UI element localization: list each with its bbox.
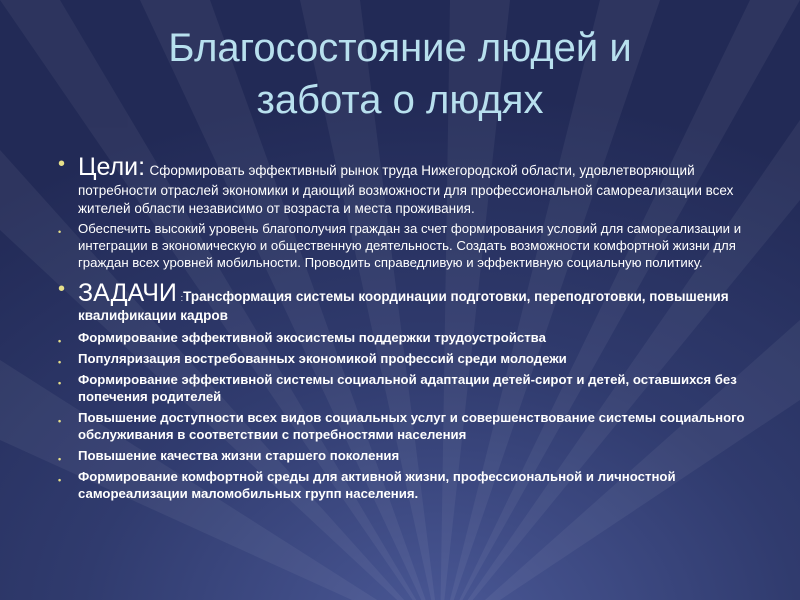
slide-content — [56, 152, 746, 502]
task-item — [56, 468, 746, 502]
slide-title — [40, 22, 760, 126]
task-item — [56, 409, 746, 443]
goals-heading: Цели: — [78, 153, 146, 181]
task-item-text: Формирование эффективной экосистемы поддержки трудоустройства — [78, 330, 546, 345]
task-item — [56, 447, 746, 464]
tasks-separator: : — [180, 293, 184, 303]
title-line-2: забота о людях — [256, 78, 544, 122]
bullet-icon: • — [58, 454, 62, 464]
tasks-block — [56, 279, 746, 325]
goals-paragraph — [56, 220, 746, 271]
task-item-text: Формирование эффективной системы социальной адаптации детей-сирот и детей, оставшихся без попечения родителей — [78, 372, 737, 404]
bullet-icon: • — [58, 475, 62, 485]
title-line-1: Благосостояние людей и — [168, 26, 632, 70]
bullet-icon: • — [58, 357, 62, 367]
bullet-icon: • — [58, 153, 66, 175]
task-item — [56, 350, 746, 367]
goals-block — [56, 152, 746, 218]
bullet-icon: • — [58, 336, 62, 346]
task-item-text: Повышение доступности всех видов социальных услуг и совершенствование системы социального обслуживания в соответствии с потребностями населения — [78, 410, 745, 442]
bullet-icon: • — [58, 416, 62, 426]
task-item-text: Повышение качества жизни старшего поколения — [78, 448, 400, 463]
bullet-icon: • — [58, 378, 62, 388]
task-item — [56, 371, 746, 405]
task-item-text: Формирование комфортной среды для активной жизни, профессиональной и личностной самореализации маломобильных групп населения. — [78, 469, 676, 501]
bullet-icon: • — [58, 227, 62, 237]
goals-paragraph-text: Обеспечить высокий уровень благополучия граждан за счет формирования условий для самореализации и интеграции в экономическую и общественную деятельность. Создать возможности комфортной жизни для граждан всех уровней мобильности. Проводить справедливую и эффективную социальную политику. — [78, 221, 742, 270]
tasks-heading: ЗАДАЧИ — [78, 279, 177, 307]
bullet-icon: • — [58, 278, 66, 300]
task-item-first: Трансформация системы координации подготовки, переподготовки, повышения квалификации кадров — [78, 289, 729, 323]
goals-text: Сформировать эффективный рынок труда Нижегородской области, удовлетворяющий потребности отраслей экономики и дающий возможности для профессиональной самореализации всех жителей области независимо от возраста и места проживания. — [78, 163, 734, 216]
task-item — [56, 329, 746, 346]
task-item-text: Популяризация востребованных экономикой профессий среди молодежи — [78, 351, 567, 366]
